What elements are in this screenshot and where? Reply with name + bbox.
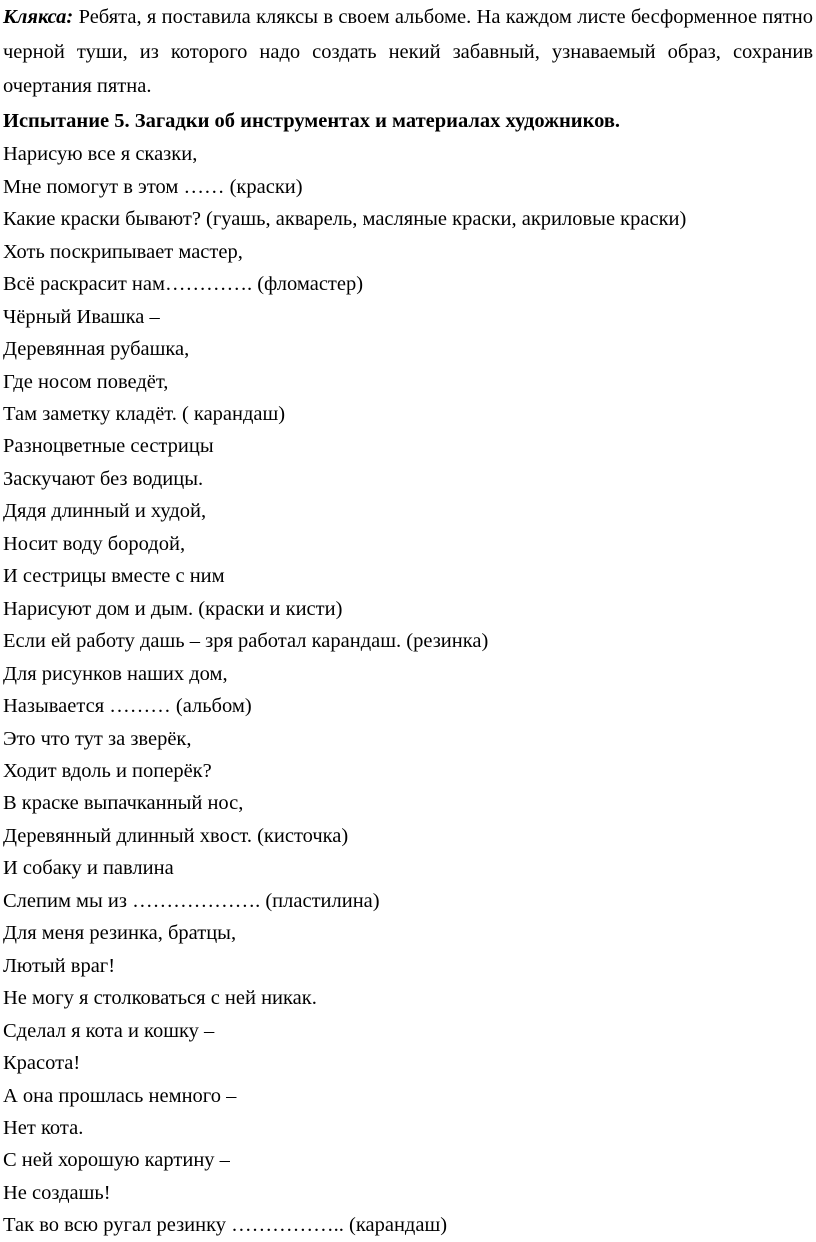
intro-paragraph bbox=[3, 0, 813, 104]
riddle-line: Нарисуют дом и дым. (краски и кисти) bbox=[3, 597, 343, 620]
riddle-line: Нет кота. bbox=[3, 1116, 84, 1139]
riddle-line: Слепим мы из ………………. (пластилина) bbox=[3, 889, 380, 912]
speaker-label: Клякса: bbox=[3, 6, 74, 28]
riddle-line: И сестрицы вместе с ним bbox=[3, 565, 225, 588]
riddle-line: Какие краски бывают? (гуашь, акварель, масляные краски, акриловые краски) bbox=[3, 208, 687, 231]
riddle-line: Для рисунков наших дом, bbox=[3, 662, 228, 685]
riddle-line: Мне помогут в этом …… (краски) bbox=[3, 175, 303, 198]
riddle-lines bbox=[3, 138, 813, 1241]
riddle-line: Называется ……… (альбом) bbox=[3, 695, 252, 718]
intro-text: Ребята, я поставила кляксы в своем альбоме. На каждом листе бесформенное пятно черной туши, из которого надо создать некий забавный, узнаваемый образ, сохранив очертания пятна. bbox=[3, 6, 813, 98]
riddle-line: И собаку и павлина bbox=[3, 857, 174, 880]
riddle-line: Для меня резинка, братцы, bbox=[3, 922, 237, 945]
riddle-line: Сделал я кота и кошку – bbox=[3, 1019, 215, 1042]
riddle-line: Так во всю ругал резинку …………….. (карандаш) bbox=[3, 1214, 448, 1237]
riddle-line: Заскучают без водицы. bbox=[3, 467, 204, 490]
riddle-line: Чёрный Ивашка – bbox=[3, 305, 160, 328]
riddle-line: Деревянная рубашка, bbox=[3, 338, 190, 361]
riddle-line: Где носом поведёт, bbox=[3, 370, 169, 393]
riddle-line: Если ей работу дашь – зря работал карандаш. (резинка) bbox=[3, 630, 489, 653]
riddle-line: Это что тут за зверёк, bbox=[3, 727, 192, 750]
riddle-line: Красота! bbox=[3, 1052, 81, 1075]
section-heading: Испытание 5. Загадки об инструментах и материалах художников. bbox=[3, 109, 621, 132]
riddle-line: Не создашь! bbox=[3, 1181, 111, 1204]
riddle-line: В краске выпачканный нос, bbox=[3, 792, 244, 815]
riddle-line: Нарисую все я сказки, bbox=[3, 143, 198, 166]
riddle-line: Там заметку кладёт. ( карандаш) bbox=[3, 403, 286, 425]
riddle-line: Деревянный длинный хвост. (кисточка) bbox=[3, 824, 349, 847]
riddle-line: Хоть поскрипывает мастер, bbox=[3, 240, 243, 263]
riddle-line: Всё раскрасит нам…………. (фломастер) bbox=[3, 273, 364, 296]
riddle-line: Дядя длинный и худой, bbox=[3, 500, 207, 523]
riddle-line: Лютый враг! bbox=[3, 954, 116, 977]
riddle-line: Разноцветные сестрицы bbox=[3, 435, 214, 458]
riddle-line: А она прошлась немного – bbox=[3, 1084, 237, 1107]
riddle-line: Ходит вдоль и поперёк? bbox=[3, 759, 212, 782]
riddle-line: Не могу я столковаться с ней никак. bbox=[3, 987, 317, 1010]
riddle-line: С ней хорошую картину – bbox=[3, 1149, 230, 1172]
riddle-line: Носит воду бородой, bbox=[3, 532, 186, 555]
